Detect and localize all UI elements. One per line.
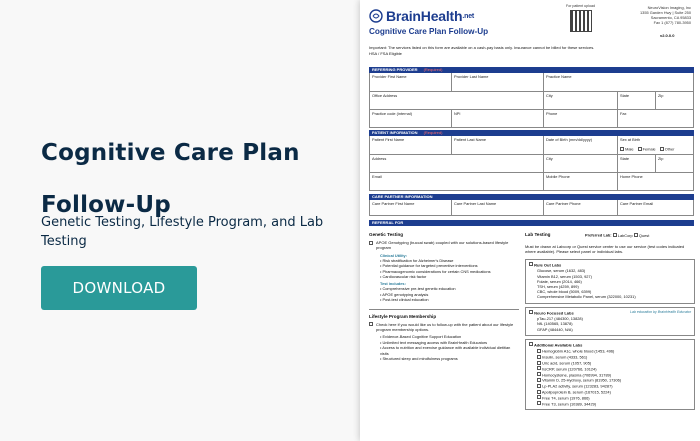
list-item: GFAP (484440, N/A) xyxy=(537,326,573,332)
provider-phone-field[interactable]: Phone xyxy=(544,110,618,127)
form-title: Cognitive Care Plan Follow-Up xyxy=(369,27,489,36)
list-item: • Access to nutrition and exercise guidance with available individual dietitian visits xyxy=(380,345,519,356)
address-line: Sacramento, CA 95833 xyxy=(650,15,691,20)
patient-last-name-field[interactable]: Patient Last Name xyxy=(452,136,544,154)
divider xyxy=(369,309,519,310)
care-partner-header: CARE PARTNER INFORMATION xyxy=(369,194,694,200)
additional-lab-option[interactable]: Free T3, serum (10389, 34429) xyxy=(537,401,691,407)
apoe-genotyping-option[interactable]: APOE Genotyping (buccal swab) coupled with our solutions-based lifestyle program xyxy=(369,240,519,251)
note-important: Important: The services listed on this form are available on a cash-pay basis only. Insurance cannot be billed for these services. xyxy=(369,45,595,50)
form-version: v2.0.0.0 xyxy=(660,33,675,38)
additional-lab-option[interactable]: Homocysteine, plasma (706994, 31789) xyxy=(537,372,691,378)
lab-option-labcorp[interactable]: LabCorp xyxy=(613,233,633,238)
hero-subtitle: Genetic Testing, Lifestyle Program, and Lab Testing xyxy=(41,215,324,249)
additional-labs-heading: Additional Available Labs xyxy=(529,342,691,348)
list-item: • Potential guidance for targeted preventive interventions xyxy=(380,263,519,268)
patient-row-3 xyxy=(369,173,694,191)
brainhealth-logo xyxy=(369,8,474,24)
practice-code-field[interactable]: Practice code (internal) xyxy=(370,110,452,127)
patient-zip-field[interactable]: Zip xyxy=(658,156,664,161)
additional-lab-option[interactable]: Uric acid, serum (1057, 905) xyxy=(537,360,691,366)
sex-at-birth-label: Sex at Birth xyxy=(620,137,641,142)
address-line: Fax 1 (877) 780-3950 xyxy=(653,20,691,25)
test-includes-list xyxy=(380,286,519,302)
sex-option-other[interactable]: Other xyxy=(660,146,675,152)
provider-row-2 xyxy=(369,92,694,110)
list-item: • Risk stratification for Alzheimer's Disease xyxy=(380,258,519,263)
patient-state-field[interactable]: State xyxy=(618,155,656,172)
list-item: • Cardiovascular risk factor xyxy=(380,274,519,279)
list-item: • Comprehensive pre-test genetic education xyxy=(380,286,519,291)
provider-city-field[interactable]: City xyxy=(544,92,618,109)
list-item: Comprehensive Metabolic Panel, serum (322000, 10231) xyxy=(537,294,636,300)
list-item: • APOE genotyping analysis xyxy=(380,292,519,297)
provider-row-1 xyxy=(369,73,694,92)
patient-info-header: PATIENT INFORMATION (Required) xyxy=(369,130,694,136)
address-line: 1355 Garden Hwy | Suite 250 xyxy=(640,10,691,15)
left-column xyxy=(369,232,519,362)
list-item: NfL (140565, 13878) xyxy=(537,321,573,327)
download-button[interactable]: DOWNLOAD xyxy=(41,266,197,310)
note-hsa: HSA / FSA Eligible xyxy=(369,50,402,56)
provider-first-name-field[interactable]: Provider First Name xyxy=(370,73,452,91)
lab-option-quest[interactable]: Quest xyxy=(634,233,649,238)
list-item: • Pharmacogenomic considerations for certain CNS medications xyxy=(380,269,519,274)
lab-heading-row xyxy=(525,232,695,240)
list-item: TSH, serum (4259, 899) xyxy=(537,284,579,290)
preferred-lab: Preferred Lab: LabCorp Quest xyxy=(585,232,650,238)
dob-field[interactable]: Date of Birth (mm/dd/yyyy) xyxy=(544,136,618,154)
clinical-utility-list xyxy=(380,258,519,280)
brain-icon xyxy=(369,9,383,23)
care-partner-first-name-field[interactable]: Care Partner First Name xyxy=(370,200,452,215)
sex-option-female[interactable]: Female xyxy=(638,146,656,152)
qr-code-icon xyxy=(570,10,592,32)
care-partner-phone-field[interactable]: Care Partner Phone xyxy=(544,200,618,215)
additional-lab-option[interactable]: Free T4, serum (1976, 866) xyxy=(537,395,691,401)
list-item: pTau-217 (484300, 13828) xyxy=(537,316,583,322)
lifestyle-heading: Lifestyle Program Membership xyxy=(369,313,437,319)
clinical-utility-label: Clinical Utility: xyxy=(380,252,408,258)
patient-first-name-field[interactable]: Patient First Name xyxy=(370,136,452,154)
lifestyle-followup-option[interactable]: Check here if you would like us to follow-up with the patient about our lifestyle program membership options. xyxy=(369,322,519,333)
address-line: NeuroVision Imaging, Inc xyxy=(647,5,691,10)
provider-state-field[interactable]: State xyxy=(618,92,656,109)
list-item: Glucose, serum (1632, 483) xyxy=(537,268,586,274)
additional-lab-option[interactable]: Hemoglobin A1c, whole blood (1453, 496) xyxy=(537,348,691,354)
logo-main: BrainHealth xyxy=(386,8,463,24)
office-address-field[interactable]: Office Address xyxy=(370,92,544,109)
lab-testing-heading: Lab Testing xyxy=(525,232,551,237)
list-item: • Unlimited text messaging access with BrainHealth Educators xyxy=(380,340,519,345)
rule-out-labs-option[interactable]: Rule Out Labs xyxy=(529,262,691,268)
patient-mobile-field[interactable]: Mobile Phone xyxy=(544,173,618,190)
neuro-labs-box xyxy=(525,307,695,336)
list-item: • Post-test clinical education xyxy=(380,297,519,302)
care-partner-row xyxy=(369,200,694,216)
additional-lab-option[interactable]: Lp-PLA2 activity, serum (123283, 94287) xyxy=(537,383,691,389)
referring-provider-header: REFERRING PROVIDER (Required) xyxy=(369,67,694,73)
patient-address-field[interactable]: Address xyxy=(370,155,544,172)
hero-title-line1: Cognitive Care Plan xyxy=(41,140,300,166)
referral-for-header: REFERRAL FOR xyxy=(369,220,694,226)
additional-lab-option[interactable]: hsCRP, serum (120766, 10124) xyxy=(537,366,691,372)
hero-title-line2: Follow-Up xyxy=(41,192,171,218)
care-partner-email-field[interactable]: Care Partner Email xyxy=(620,201,654,206)
patient-row-1 xyxy=(369,136,694,155)
patient-row-2 xyxy=(369,155,694,173)
additional-lab-option[interactable]: Vitamin D, 25-Hydroxy, serum (81950, 17306) xyxy=(537,377,691,383)
additional-lab-option[interactable]: Apolipoprotein B, serum (167015, 5224) xyxy=(537,389,691,395)
sex-option-male[interactable]: Male xyxy=(620,146,634,152)
npi-field[interactable]: NPI xyxy=(452,110,544,127)
logo-suffix: .net xyxy=(462,12,475,20)
provider-row-3 xyxy=(369,110,694,128)
patient-city-field[interactable]: City xyxy=(544,155,618,172)
sex-options xyxy=(620,146,691,152)
sex-at-birth-field xyxy=(618,136,693,154)
list-item: • Structured sleep and mindfulness programs xyxy=(380,356,519,361)
patient-home-phone-field[interactable]: Home Phone xyxy=(620,174,643,179)
additional-lab-option[interactable]: Insulin, serum (4333, 561) xyxy=(537,354,691,360)
genetic-testing-heading: Genetic Testing xyxy=(369,232,404,237)
checkbox[interactable] xyxy=(369,241,373,245)
qr-caption: For patient upload xyxy=(566,4,595,8)
neuro-labs-option[interactable]: Neuro Focused Labs Lab education by BrainHealth Educator xyxy=(529,310,691,316)
provider-zip-field[interactable]: Zip xyxy=(658,93,664,98)
list-item: CBC, whole blood (5009, 6399) xyxy=(537,289,592,295)
list-item: • Evidence-Based Cognitive Support Education xyxy=(380,334,519,339)
form-notes xyxy=(369,45,694,56)
checkbox[interactable] xyxy=(369,322,373,326)
care-partner-last-name-field[interactable]: Care Partner Last Name xyxy=(452,200,544,215)
list-item: Folate, serum (2014, 466) xyxy=(537,278,582,284)
patient-email-field[interactable]: Email xyxy=(370,173,544,190)
right-column xyxy=(525,232,695,413)
provider-fax-field[interactable]: Fax xyxy=(620,111,627,116)
lab-intro: Must be drawn at Labcorp or Quest service center to use our service (test codes indicated where available). Please select panel or individual labs. xyxy=(525,244,685,255)
company-address xyxy=(619,5,691,25)
form-preview xyxy=(360,0,700,441)
practice-name-field[interactable]: Practice Name xyxy=(546,74,572,79)
provider-last-name-field[interactable]: Provider Last Name xyxy=(452,73,544,91)
test-includes-label: Test includes: xyxy=(380,281,406,287)
lifestyle-list xyxy=(380,334,519,361)
rule-out-labs-box xyxy=(525,259,695,304)
list-item: Vitamin B12, serum (1503, 927) xyxy=(537,273,592,279)
additional-labs-box xyxy=(525,339,695,411)
